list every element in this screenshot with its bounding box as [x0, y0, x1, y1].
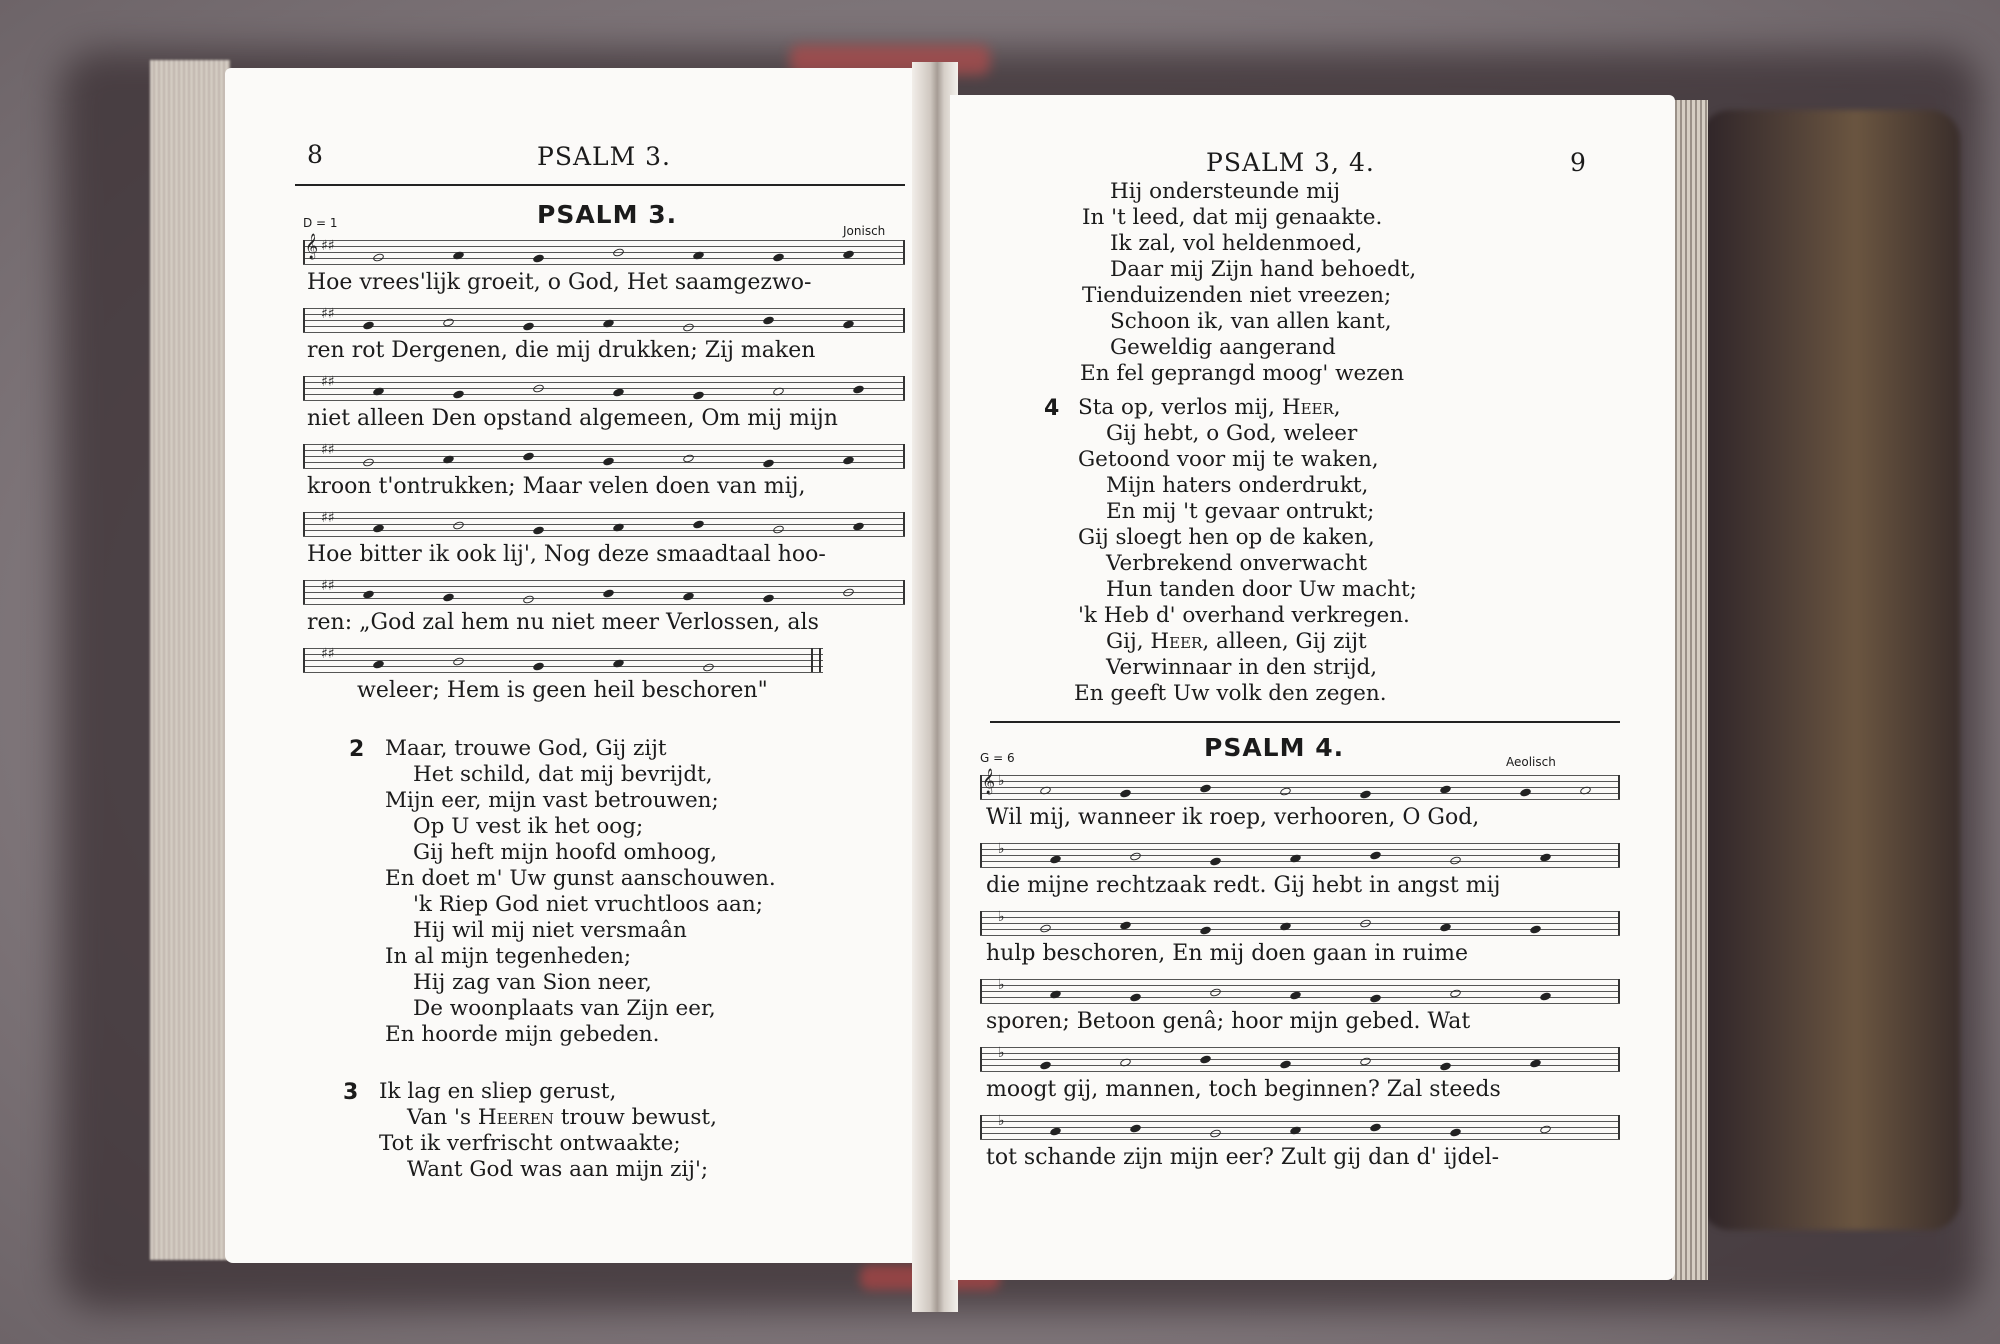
- verse-line: Tienduizenden niet vreezen;: [1082, 283, 1392, 308]
- verse-line: En fel geprangd moog' wezen: [1080, 361, 1405, 386]
- left-page: [225, 68, 925, 1263]
- music-staff: ♭: [980, 979, 1620, 1003]
- section-rule: [990, 721, 1620, 723]
- lyric-line: tot schande zijn mijn eer? Zult gij dan d' ijdel-: [986, 1145, 1500, 1170]
- verse-line: Het schild, dat mij bevrijdt,: [413, 762, 713, 787]
- music-staff: ♯♯: [303, 648, 823, 672]
- music-staff: 𝄞 ♭: [980, 775, 1620, 799]
- verse-line: Tot ik verfrischt ontwaakte;: [379, 1131, 681, 1156]
- verse-line: En geeft Uw volk den zegen.: [1074, 681, 1387, 706]
- page-stack-right: [1672, 100, 1708, 1280]
- verse-line: Verbrekend onverwacht: [1106, 551, 1368, 576]
- lyric-line: ren rot Dergenen, die mij drukken; Zij maken: [307, 338, 816, 363]
- lyric-line: ren: „God zal hem nu niet meer Verlossen, als: [307, 610, 819, 635]
- lyric-line: kroon t'ontrukken; Maar velen doen van mij,: [307, 474, 806, 499]
- verse-line: Hun tanden door Uw macht;: [1106, 577, 1417, 602]
- verse-line: Gij, Heer, alleen, Gij zijt: [1106, 629, 1367, 654]
- verse-line: Daar mij Zijn hand behoedt,: [1110, 257, 1417, 282]
- music-staff: ♯♯: [303, 376, 905, 400]
- verse-line: Hij ondersteunde mij: [1110, 179, 1341, 204]
- music-staff: ♭: [980, 911, 1620, 935]
- music-staff: ♭: [980, 843, 1620, 867]
- music-staff: ♯♯: [303, 308, 905, 332]
- psalm-title: PSALM 4.: [1204, 733, 1345, 762]
- verse-line: Mijn haters onderdrukt,: [1106, 473, 1369, 498]
- mode-label: Aeolisch: [1506, 755, 1556, 769]
- verse-line: Op U vest ik het oog;: [413, 814, 644, 839]
- music-staff: ♭: [980, 1115, 1620, 1139]
- verse-line: Gij hebt, o God, weleer: [1106, 421, 1358, 446]
- page-number: 8: [307, 140, 324, 169]
- verse-line: 'k Riep God niet vruchtloos aan;: [413, 892, 763, 917]
- verse-line: In 't leed, dat mij genaakte.: [1082, 205, 1383, 230]
- verse-line: En hoorde mijn gebeden.: [385, 1022, 660, 1047]
- book-cover-edge: [1700, 110, 1960, 1230]
- lyric-line: Hoe vrees'lijk groeit, o God, Het saamgezwo-: [307, 270, 812, 295]
- verse-line: Schoon ik, van allen kant,: [1110, 309, 1392, 334]
- verse-line: Ik lag en sliep gerust,: [379, 1079, 617, 1104]
- verse-line: Van 's Heeren trouw bewust,: [407, 1105, 717, 1130]
- music-staff: ♯♯: [303, 444, 905, 468]
- verse-line: De woonplaats van Zijn eer,: [413, 996, 716, 1021]
- verse-line: Ik zal, vol heldenmoed,: [1110, 231, 1363, 256]
- verse-line: En mij 't gevaar ontrukt;: [1106, 499, 1375, 524]
- lyric-line: Wil mij, wanneer ik roep, verhooren, O God,: [986, 805, 1480, 830]
- music-staff: 𝄞 ♯♯: [303, 240, 905, 264]
- running-head: PSALM 3, 4.: [1206, 148, 1375, 177]
- lyric-line: weleer; Hem is geen heil beschoren": [357, 678, 768, 703]
- mode-label: Jonisch: [843, 224, 886, 238]
- verse-line: Getoond voor mij te waken,: [1078, 447, 1379, 472]
- verse-line: Geweldig aangerand: [1110, 335, 1336, 360]
- music-staff: ♯♯: [303, 580, 905, 604]
- verse-line: En doet m' Uw gunst aanschouwen.: [385, 866, 776, 891]
- verse-line: In al mijn tegenheden;: [385, 944, 632, 969]
- key-signature-label: D = 1: [303, 216, 338, 230]
- verse-line: Sta op, verlos mij, Heer,: [1078, 395, 1341, 420]
- page-stack-left: [150, 60, 230, 1260]
- key-signature-label: G = 6: [980, 751, 1015, 765]
- lyric-line: hulp beschoren, En mij doen gaan in ruime: [986, 941, 1468, 966]
- lyric-line: niet alleen Den opstand algemeen, Om mij mijn: [307, 406, 838, 431]
- running-head: PSALM 3.: [537, 142, 672, 171]
- verse-line: Gij sloegt hen op de kaken,: [1078, 525, 1375, 550]
- verse-line: Gij heft mijn hoofd omhoog,: [413, 840, 718, 865]
- verse-line: 'k Heb d' overhand verkregen.: [1078, 603, 1410, 628]
- verse-line: Verwinnaar in den strijd,: [1106, 655, 1378, 680]
- header-rule: [295, 184, 905, 186]
- music-staff: ♭: [980, 1047, 1620, 1071]
- lyric-line: Hoe bitter ik ook lij', Nog deze smaadtaal hoo-: [307, 542, 826, 567]
- psalm-title: PSALM 3.: [537, 200, 678, 229]
- lyric-line: die mijne rechtzaak redt. Gij hebt in angst mij: [986, 873, 1501, 898]
- verse-number: 4: [1044, 396, 1060, 421]
- verse-number: 2: [349, 737, 365, 762]
- verse-line: Hij wil mij niet versmaân: [413, 918, 687, 943]
- lyric-line: moogt gij, mannen, toch beginnen? Zal steeds: [986, 1077, 1501, 1102]
- lyric-line: sporen; Betoon genâ; hoor mijn gebed. Wat: [986, 1009, 1471, 1034]
- verse-line: Maar, trouwe God, Gij zijt: [385, 736, 667, 761]
- page-number: 9: [1570, 148, 1587, 177]
- right-page: [950, 95, 1675, 1280]
- verse-line: Mijn eer, mijn vast betrouwen;: [385, 788, 719, 813]
- verse-line: Want God was aan mijn zij';: [407, 1157, 709, 1182]
- music-staff: ♯♯: [303, 512, 905, 536]
- verse-number: 3: [343, 1080, 359, 1105]
- verse-line: Hij zag van Sion neer,: [413, 970, 652, 995]
